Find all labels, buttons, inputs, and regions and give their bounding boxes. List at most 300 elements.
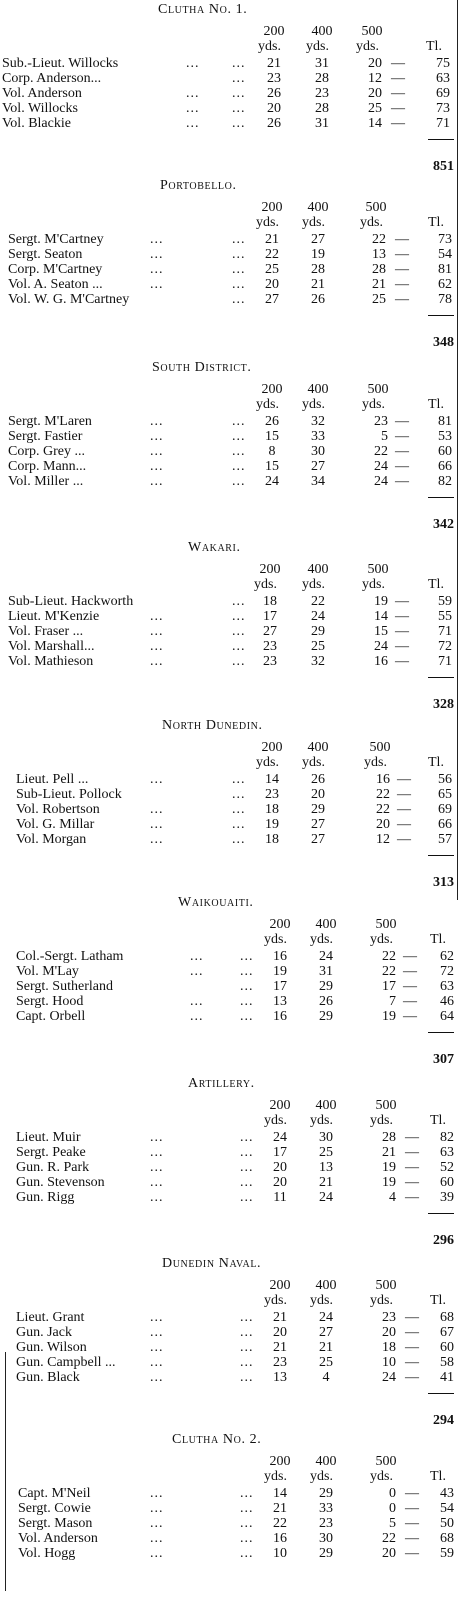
- score-400: 25: [319, 1145, 333, 1160]
- score-400: 21: [311, 277, 325, 292]
- team-title: Dunedin Naval.: [162, 1256, 262, 1271]
- score-dash: —: [405, 1546, 419, 1561]
- score-dash: —: [395, 594, 409, 609]
- team-total: 313: [433, 875, 454, 890]
- unit-header: [0, 215, 462, 230]
- leader-dots: ...: [232, 414, 246, 429]
- score-row: [0, 414, 462, 429]
- score-500: 24: [374, 459, 388, 474]
- score-dash: —: [395, 444, 409, 459]
- competitor-total: 81: [438, 414, 452, 429]
- leader-dots: ...: [232, 429, 246, 444]
- score-500: 14: [374, 609, 388, 624]
- leader-dots: ...: [232, 802, 246, 817]
- header-500: 500: [367, 382, 389, 397]
- header-500: 500: [361, 24, 383, 39]
- header-200: 200: [269, 1098, 291, 1113]
- leader-dots: ...: [150, 772, 164, 787]
- score-dash: —: [391, 56, 405, 71]
- competitor-name: Gun. Campbell ...: [16, 1355, 116, 1370]
- leader-dots: ...: [150, 262, 164, 277]
- score-row: [0, 56, 462, 71]
- score-200: 19: [273, 964, 287, 979]
- total-underline: [428, 497, 454, 498]
- leader-dots: ...: [150, 1160, 164, 1175]
- leader-dots: ...: [150, 277, 164, 292]
- competitor-total: 54: [440, 1501, 454, 1516]
- score-400: 28: [315, 101, 329, 116]
- score-500: 20: [382, 1546, 396, 1561]
- competitor-total: 73: [436, 101, 450, 116]
- leader-dots: ...: [232, 262, 246, 277]
- score-400: 28: [311, 262, 325, 277]
- header-yds-400: yds.: [310, 1293, 333, 1308]
- header-yds-500: yds.: [370, 1469, 393, 1484]
- header-yds-200: yds.: [256, 215, 279, 230]
- team-section: [0, 718, 462, 894]
- score-row: [0, 609, 462, 624]
- leader-dots: ...: [240, 1355, 254, 1370]
- yardage-header: [0, 200, 462, 215]
- score-row: [0, 1546, 462, 1561]
- score-dash: —: [403, 1009, 417, 1024]
- header-yds-400: yds.: [302, 215, 325, 230]
- score-200: 8: [268, 444, 276, 459]
- leader-dots: ...: [190, 964, 204, 979]
- score-row: [0, 71, 462, 86]
- competitor-total: 78: [438, 292, 452, 307]
- competitor-total: 71: [436, 116, 450, 131]
- score-dash: —: [391, 101, 405, 116]
- score-400: 31: [315, 56, 329, 71]
- leader-dots: ...: [232, 832, 246, 847]
- header-400: 400: [315, 1278, 337, 1293]
- score-row: [0, 1340, 462, 1355]
- competitor-name: Corp. Anderson...: [2, 71, 102, 86]
- competitor-name: Vol. Hogg: [18, 1546, 76, 1561]
- score-400: 34: [311, 474, 325, 489]
- leader-dots: ...: [232, 787, 246, 802]
- leader-dots: ...: [240, 1325, 254, 1340]
- leader-dots: ...: [150, 232, 164, 247]
- leader-dots: ...: [240, 964, 254, 979]
- score-row: [0, 1190, 462, 1205]
- leader-dots: ...: [186, 86, 200, 101]
- leader-dots: ...: [150, 1145, 164, 1160]
- score-200: 20: [265, 277, 279, 292]
- competitor-name: Sergt. Mason: [18, 1516, 93, 1531]
- score-row: [0, 292, 462, 307]
- unit-header: [0, 397, 462, 412]
- score-row: [0, 1501, 462, 1516]
- score-500: 28: [382, 1130, 396, 1145]
- leader-dots: ...: [232, 639, 246, 654]
- competitor-name: Sergt. Sutherland: [16, 979, 113, 994]
- competitor-total: 72: [440, 964, 454, 979]
- score-row: [0, 1145, 462, 1160]
- team-section: [0, 895, 462, 1071]
- score-500: 5: [381, 429, 388, 444]
- score-dash: —: [391, 116, 405, 131]
- unit-header: [0, 755, 462, 770]
- score-200: 23: [263, 639, 277, 654]
- competitor-name: Vol. Robertson: [16, 802, 100, 817]
- header-yds-500: yds.: [370, 1293, 393, 1308]
- score-row: [0, 474, 462, 489]
- score-400: 29: [311, 624, 325, 639]
- header-yds-400: yds.: [310, 1469, 333, 1484]
- total-underline: [428, 677, 454, 678]
- score-500: 12: [368, 71, 382, 86]
- competitor-name: Vol. M'Lay: [16, 964, 79, 979]
- competitor-total: 46: [440, 994, 454, 1009]
- leader-dots: ...: [232, 624, 246, 639]
- leader-dots: ...: [150, 444, 164, 459]
- leader-dots: ...: [232, 292, 246, 307]
- score-200: 26: [267, 116, 281, 131]
- score-400: 32: [311, 414, 325, 429]
- score-500: 0: [389, 1501, 396, 1516]
- score-row: [0, 1009, 462, 1024]
- team-total: 294: [433, 1413, 454, 1428]
- leader-dots: ...: [150, 1175, 164, 1190]
- leader-dots: ...: [232, 56, 246, 71]
- score-row: [0, 979, 462, 994]
- competitor-total: 81: [438, 262, 452, 277]
- leader-dots: ...: [186, 56, 200, 71]
- score-200: 27: [265, 292, 279, 307]
- competitor-total: 69: [436, 86, 450, 101]
- header-200: 200: [261, 382, 283, 397]
- score-dash: —: [405, 1310, 419, 1325]
- score-400: 21: [319, 1175, 333, 1190]
- header-200: 200: [261, 740, 283, 755]
- header-200: 200: [263, 24, 285, 39]
- header-200: 200: [269, 1278, 291, 1293]
- header-total: Tl.: [428, 397, 444, 412]
- score-500: 19: [374, 594, 388, 609]
- score-200: 11: [273, 1190, 287, 1205]
- competitor-total: 55: [438, 609, 452, 624]
- score-200: 15: [265, 459, 279, 474]
- leader-dots: ...: [240, 1340, 254, 1355]
- header-500: 500: [375, 1278, 397, 1293]
- leader-dots: ...: [232, 71, 246, 86]
- score-200: 20: [273, 1175, 287, 1190]
- leader-dots: ...: [232, 817, 246, 832]
- header-total: Tl.: [430, 1469, 446, 1484]
- team-section: [0, 178, 462, 354]
- competitor-name: Vol. Mathieson: [8, 654, 94, 669]
- competitor-total: 82: [438, 474, 452, 489]
- score-200: 23: [267, 71, 281, 86]
- competitor-name: Vol. Miller ...: [8, 474, 84, 489]
- score-row: [0, 1325, 462, 1340]
- score-200: 13: [273, 1370, 287, 1385]
- header-200: 200: [269, 917, 291, 932]
- competitor-total: 64: [440, 1009, 454, 1024]
- score-row: [0, 277, 462, 292]
- competitor-total: 62: [440, 949, 454, 964]
- header-400: 400: [307, 200, 329, 215]
- score-dash: —: [405, 1145, 419, 1160]
- leader-dots: ...: [240, 1546, 254, 1561]
- score-dash: —: [397, 832, 411, 847]
- score-500: 14: [368, 116, 382, 131]
- competitor-name: Vol. Anderson: [18, 1531, 98, 1546]
- score-dash: —: [395, 262, 409, 277]
- leader-dots: ...: [150, 832, 164, 847]
- leader-dots: ...: [232, 116, 246, 131]
- score-500: 24: [374, 639, 388, 654]
- score-200: 18: [263, 594, 277, 609]
- header-yds-400: yds.: [302, 577, 325, 592]
- competitor-total: 82: [440, 1130, 454, 1145]
- leader-dots: ...: [150, 1486, 164, 1501]
- team-title: South District.: [152, 360, 252, 375]
- score-400: 29: [319, 979, 333, 994]
- score-200: 23: [263, 654, 277, 669]
- score-dash: —: [395, 429, 409, 444]
- leader-dots: ...: [232, 232, 246, 247]
- score-dash: —: [395, 609, 409, 624]
- competitor-name: Col.-Sergt. Latham: [16, 949, 124, 964]
- yardage-header: [0, 382, 462, 397]
- score-200: 18: [265, 802, 279, 817]
- score-dash: —: [405, 1160, 419, 1175]
- leader-dots: ...: [150, 1546, 164, 1561]
- score-200: 21: [265, 232, 279, 247]
- score-dash: —: [405, 1325, 419, 1340]
- leader-dots: ...: [190, 949, 204, 964]
- score-400: 24: [319, 949, 333, 964]
- unit-header: [0, 1293, 462, 1308]
- header-total: Tl.: [430, 1293, 446, 1308]
- score-500: 23: [374, 414, 388, 429]
- header-400: 400: [311, 24, 333, 39]
- score-200: 17: [263, 609, 277, 624]
- competitor-name: Vol. Fraser ...: [8, 624, 84, 639]
- competitor-total: 52: [440, 1160, 454, 1175]
- team-section: [0, 1076, 462, 1252]
- score-500: 25: [368, 101, 382, 116]
- competitor-name: Gun. Wilson: [16, 1340, 87, 1355]
- score-dash: —: [405, 1175, 419, 1190]
- team-section: [0, 1256, 462, 1432]
- score-400: 29: [319, 1009, 333, 1024]
- score-500: 24: [382, 1370, 396, 1385]
- score-200: 13: [273, 994, 287, 1009]
- score-400: 29: [311, 802, 325, 817]
- competitor-name: Corp. M'Cartney: [8, 262, 103, 277]
- score-row: [0, 232, 462, 247]
- score-500: 21: [372, 277, 386, 292]
- competitor-total: 39: [440, 1190, 454, 1205]
- header-yds-500: yds.: [362, 577, 385, 592]
- team-section: [0, 540, 462, 716]
- score-row: [0, 247, 462, 262]
- score-dash: —: [395, 247, 409, 262]
- competitor-total: 58: [440, 1355, 454, 1370]
- score-500: 10: [382, 1355, 396, 1370]
- score-dash: —: [395, 277, 409, 292]
- score-400: 23: [315, 86, 329, 101]
- score-400: 13: [319, 1160, 333, 1175]
- score-dash: —: [395, 292, 409, 307]
- leader-dots: ...: [240, 1145, 254, 1160]
- competitor-name: Vol. W. G. M'Cartney: [8, 292, 130, 307]
- header-yds-200: yds.: [264, 932, 287, 947]
- leader-dots: ...: [240, 1370, 254, 1385]
- leader-dots: ...: [150, 1355, 164, 1370]
- score-400: 28: [315, 71, 329, 86]
- header-500: 500: [365, 200, 387, 215]
- score-400: 23: [319, 1516, 333, 1531]
- score-200: 20: [267, 101, 281, 116]
- score-200: 23: [265, 787, 279, 802]
- team-title: North Dunedin.: [162, 718, 263, 733]
- score-row: [0, 964, 462, 979]
- score-400: 27: [311, 817, 325, 832]
- competitor-name: Sergt. Seaton: [8, 247, 83, 262]
- competitor-total: 50: [440, 1516, 454, 1531]
- header-500: 500: [369, 740, 391, 755]
- score-500: 22: [382, 1531, 396, 1546]
- score-200: 17: [273, 979, 287, 994]
- leader-dots: ...: [240, 994, 254, 1009]
- score-400: 24: [319, 1190, 333, 1205]
- competitor-total: 43: [440, 1486, 454, 1501]
- score-400: 24: [319, 1310, 333, 1325]
- score-200: 16: [273, 1531, 287, 1546]
- leader-dots: ...: [150, 802, 164, 817]
- competitor-total: 62: [438, 277, 452, 292]
- score-row: [0, 262, 462, 277]
- score-500: 20: [376, 817, 390, 832]
- competitor-name: Lieut. Pell ...: [16, 772, 89, 787]
- score-row: [0, 639, 462, 654]
- competitor-name: Sub-Lieut. Pollock: [16, 787, 122, 802]
- score-row: [0, 817, 462, 832]
- competitor-total: 68: [440, 1531, 454, 1546]
- score-row: [0, 1486, 462, 1501]
- score-200: 27: [263, 624, 277, 639]
- leader-dots: ...: [240, 1310, 254, 1325]
- score-500: 19: [382, 1160, 396, 1175]
- leader-dots: ...: [150, 429, 164, 444]
- header-200: 200: [261, 200, 283, 215]
- score-dash: —: [391, 86, 405, 101]
- score-500: 22: [376, 787, 390, 802]
- competitor-total: 73: [438, 232, 452, 247]
- score-500: 16: [376, 772, 390, 787]
- team-total: 328: [433, 697, 454, 712]
- competitor-total: 65: [438, 787, 452, 802]
- score-400: 21: [319, 1340, 333, 1355]
- score-row: [0, 1516, 462, 1531]
- score-dash: —: [395, 654, 409, 669]
- leader-dots: ...: [232, 444, 246, 459]
- leader-dots: ...: [150, 247, 164, 262]
- header-yds-400: yds.: [306, 39, 329, 54]
- score-400: 31: [319, 964, 333, 979]
- leader-dots: ...: [240, 1130, 254, 1145]
- header-yds-500: yds.: [362, 397, 385, 412]
- score-200: 14: [273, 1486, 287, 1501]
- total-underline: [428, 1032, 454, 1033]
- leader-dots: ...: [150, 817, 164, 832]
- competitor-total: 53: [438, 429, 452, 444]
- score-200: 22: [265, 247, 279, 262]
- team-total: 307: [433, 1052, 454, 1067]
- score-dash: —: [397, 787, 411, 802]
- leader-dots: ...: [240, 1501, 254, 1516]
- leader-dots: ...: [232, 247, 246, 262]
- score-dash: —: [405, 1516, 419, 1531]
- header-yds-200: yds.: [256, 397, 279, 412]
- score-400: 30: [311, 444, 325, 459]
- competitor-total: 71: [438, 654, 452, 669]
- team-section: [0, 2, 462, 178]
- competitor-name: Corp. Grey ...: [8, 444, 85, 459]
- score-500: 24: [374, 474, 388, 489]
- leader-dots: ...: [232, 101, 246, 116]
- competitor-total: 63: [440, 979, 454, 994]
- score-200: 21: [273, 1340, 287, 1355]
- leader-dots: ...: [186, 101, 200, 116]
- header-yds-200: yds.: [264, 1113, 287, 1128]
- score-dash: —: [395, 459, 409, 474]
- competitor-name: Vol. A. Seaton ...: [8, 277, 103, 292]
- header-total: Tl.: [428, 577, 444, 592]
- score-200: 21: [273, 1310, 287, 1325]
- score-400: 27: [311, 232, 325, 247]
- total-underline: [428, 315, 454, 316]
- team-section: [0, 1432, 462, 1608]
- header-500: 500: [367, 562, 389, 577]
- score-row: [0, 772, 462, 787]
- leader-dots: ...: [150, 1325, 164, 1340]
- score-500: 25: [372, 292, 386, 307]
- score-500: 22: [382, 964, 396, 979]
- score-400: 26: [311, 772, 325, 787]
- leader-dots: ...: [150, 624, 164, 639]
- score-dash: —: [405, 1355, 419, 1370]
- competitor-name: Lieut. Muir: [16, 1130, 81, 1145]
- score-dash: —: [403, 964, 417, 979]
- score-400: 31: [315, 116, 329, 131]
- score-200: 10: [273, 1546, 287, 1561]
- unit-header: [0, 932, 462, 947]
- score-500: 20: [368, 86, 382, 101]
- yardage-header: [0, 24, 462, 39]
- unit-header: [0, 1113, 462, 1128]
- header-yds-200: yds.: [254, 577, 277, 592]
- score-200: 18: [265, 832, 279, 847]
- score-row: [0, 1175, 462, 1190]
- score-500: 5: [389, 1516, 396, 1531]
- header-500: 500: [375, 1098, 397, 1113]
- score-dash: —: [395, 639, 409, 654]
- score-500: 22: [382, 949, 396, 964]
- competitor-name: Sergt. Hood: [16, 994, 84, 1009]
- competitor-name: Vol. G. Millar: [16, 817, 95, 832]
- leader-dots: ...: [232, 277, 246, 292]
- score-dash: —: [397, 802, 411, 817]
- team-total: 296: [433, 1233, 454, 1248]
- score-500: 13: [372, 247, 386, 262]
- header-total: Tl.: [426, 39, 442, 54]
